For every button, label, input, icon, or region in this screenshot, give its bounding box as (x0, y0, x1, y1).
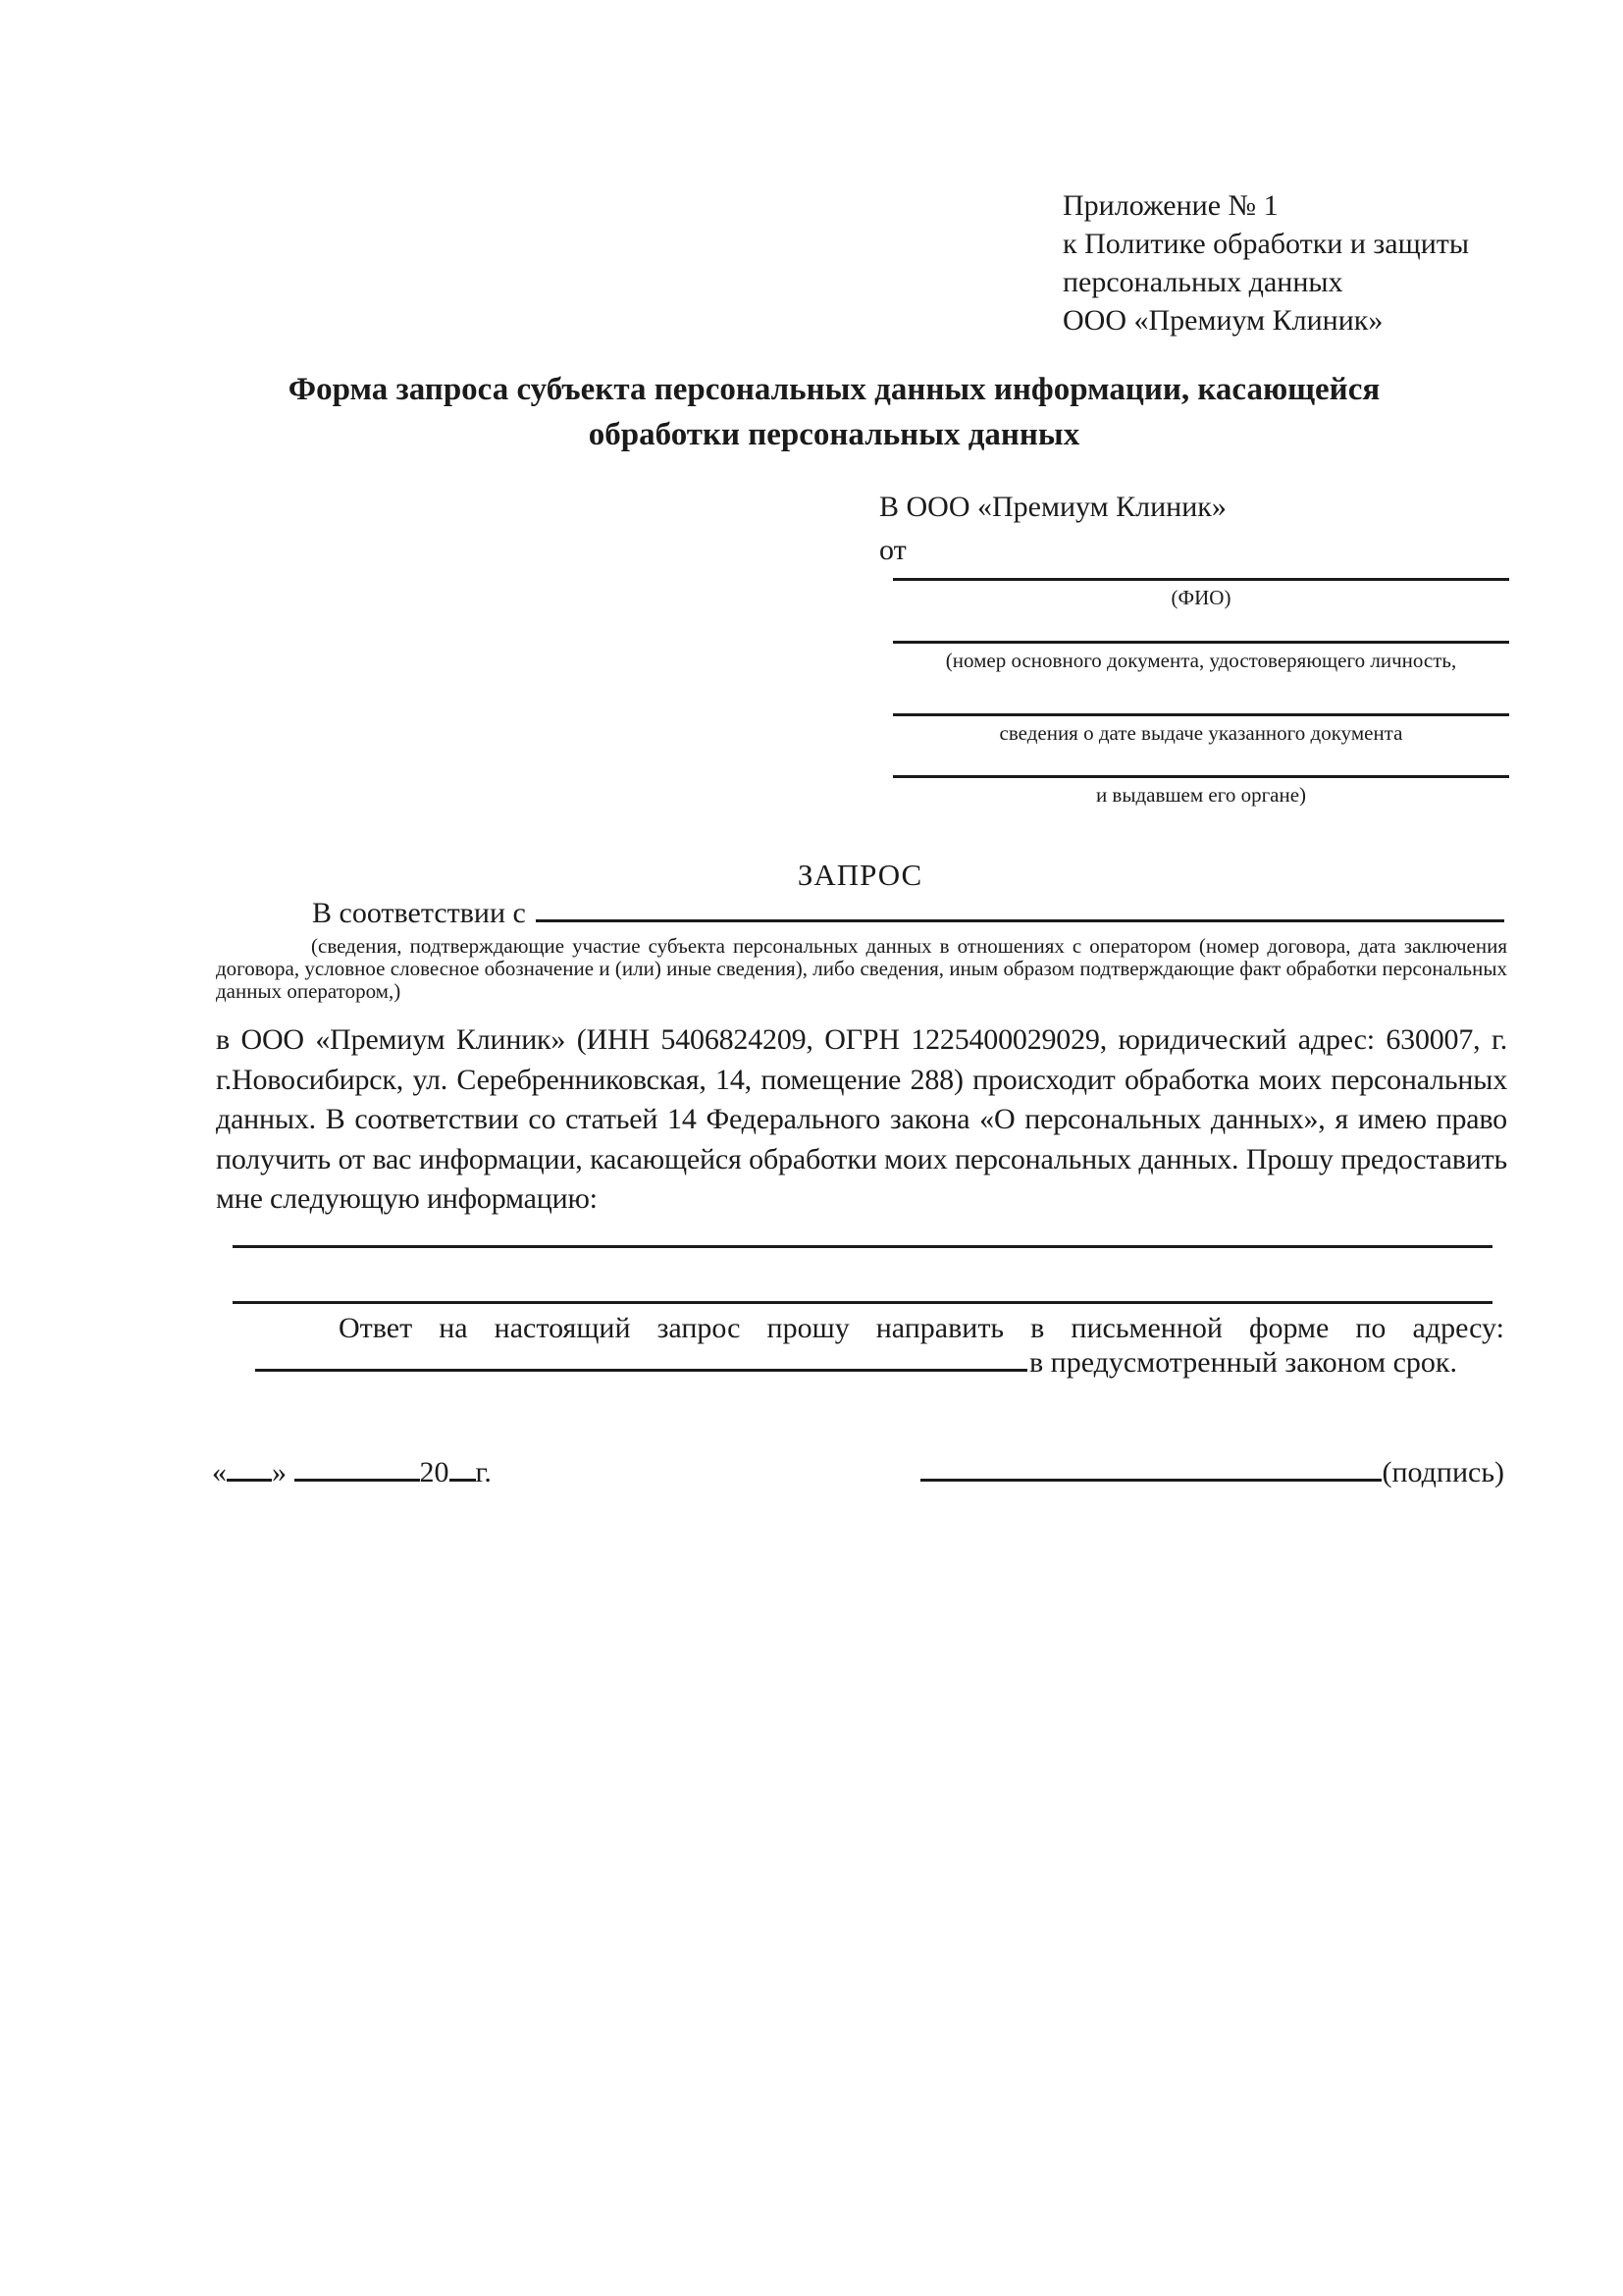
fio-field (893, 578, 1509, 609)
appendix-line: персональных данных (1063, 266, 1343, 298)
appendix-line: ООО «Премиум Клиник» (1063, 304, 1384, 337)
signature-group (920, 1456, 1504, 1489)
appendix-line: к Политике обработки и защиты (1063, 228, 1470, 260)
issue-date-field (893, 713, 1509, 745)
request-body: в ООО «Премиум Клиник» (ИНН 5406824209, ОГРН 1225400029029, юридический адрес: 630007, г. г.Новосибирск, ул. Серебренниковская, 14, помещение 288) происходит обработка моих персональных данных. В соответствии со статьей 14 Федерального закона «О персональных данных», я имею право получить от вас информации, касающейся обработки моих персональных данных. Прошу предоставить мне следующую информацию: (216, 1023, 1507, 1215)
id-document-caption: (номер основного документа, удостоверяющего личность, (945, 649, 1457, 672)
reply-address-row (216, 1346, 1504, 1380)
request-heading: ЗАПРОС (797, 858, 923, 892)
year-suffix: г. (475, 1456, 492, 1488)
reply-address-blank-line (255, 1369, 1027, 1372)
answer-blank-line-1 (233, 1245, 1492, 1248)
signature-blank-line (920, 1479, 1382, 1482)
appendix-block (1063, 186, 1469, 339)
quote-close: » (272, 1456, 287, 1488)
quote-open: « (212, 1456, 227, 1488)
month-blank (294, 1479, 420, 1482)
signature-caption: (подпись) (1382, 1456, 1504, 1488)
lead-row (216, 897, 1504, 930)
reply-paragraph: Ответ на настоящий запрос прошу направить в письменной форме по адресу: (339, 1312, 1504, 1344)
fine-print-note: (сведения, подтверждающие участие субъекта персональных данных в отношениях с оператором (номер договора, дата заключения договора, условное словесное обозначение и (или) иные сведения), либо сведения, иным образом подтверждающие факт обработки персональных данных оператором,) (216, 934, 1507, 1003)
fio-caption: (ФИО) (1171, 586, 1231, 609)
date-group (212, 1456, 492, 1489)
addressee-to: В ООО «Премиум Клиник» (879, 491, 1227, 523)
lead-text: В соответствии с (312, 897, 526, 929)
year-blank (449, 1479, 476, 1482)
lead-blank-line (536, 919, 1504, 922)
reply-suffix: в предусмотренный законом срок. (1029, 1346, 1457, 1379)
answer-blank-line-2 (233, 1301, 1492, 1304)
issuing-authority-caption: и выдавшем его органе) (1095, 783, 1307, 807)
addressee-from-label: от (879, 534, 907, 566)
date-signature-row (212, 1456, 1504, 1489)
day-blank (227, 1479, 272, 1482)
issue-date-caption: сведения о дате выдаче указанного документа (999, 721, 1403, 745)
appendix-line: Приложение № 1 (1063, 189, 1279, 222)
issuing-authority-field (893, 775, 1509, 807)
id-document-number-field (893, 641, 1509, 672)
year-prefix: 20 (419, 1456, 449, 1488)
page-title: Форма запроса субъекта персональных данных информации, касающейся обработки персональных данных (288, 372, 1381, 452)
